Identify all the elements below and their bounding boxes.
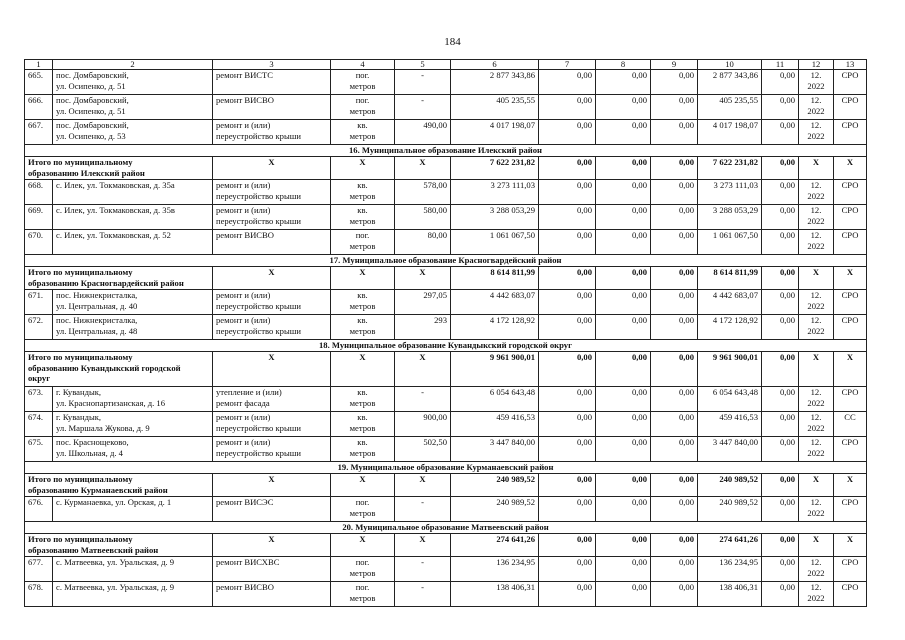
table-cell: 138 406,31 (451, 582, 539, 607)
table-cell: 12. 2022 (799, 230, 834, 255)
table-cell: 0,00 (762, 230, 799, 255)
table-cell: СРО (834, 387, 867, 412)
total-cell: 240 989,52 (698, 474, 762, 497)
table-cell: 12. 2022 (799, 412, 834, 437)
total-cell: 0,00 (651, 474, 698, 497)
table-cell: ремонт ВИСВО (213, 230, 331, 255)
section-title: 20. Муниципальное образование Матвеевский район (25, 522, 867, 534)
total-cell: Х (331, 267, 395, 290)
table-cell: с. Илек, ул. Токмаковская, д. 35а (53, 180, 213, 205)
total-cell: Х (834, 267, 867, 290)
table-cell: 0,00 (762, 557, 799, 582)
table-cell: 671. (25, 290, 53, 315)
table-cell: 0,00 (762, 95, 799, 120)
table-row (25, 180, 867, 205)
table-cell: 12. 2022 (799, 290, 834, 315)
table-cell: 0,00 (651, 120, 698, 145)
table-cell: 678. (25, 582, 53, 607)
table-cell: 0,00 (596, 180, 651, 205)
table-cell: 0,00 (539, 205, 596, 230)
table-cell: 4 172 128,92 (451, 315, 539, 340)
table-cell: кв. метров (331, 290, 395, 315)
total-label: Итого по муниципальному образованию Курманаевский район (25, 474, 213, 497)
table-cell: 0,00 (539, 437, 596, 462)
table-cell: ремонт ВИСТС (213, 70, 331, 95)
table-row (25, 315, 867, 340)
table-cell: 12. 2022 (799, 180, 834, 205)
table-cell: 0,00 (539, 387, 596, 412)
table-cell: СРО (834, 315, 867, 340)
total-cell: 0,00 (651, 267, 698, 290)
table-row (25, 205, 867, 230)
table-row (25, 387, 867, 412)
table-cell: 490,00 (395, 120, 451, 145)
table-cell: - (395, 497, 451, 522)
table-cell: СС (834, 412, 867, 437)
table-row (25, 437, 867, 462)
section-title: 19. Муниципальное образование Курманаевский район (25, 462, 867, 474)
municipality-total-row (25, 352, 867, 387)
table-cell: кв. метров (331, 437, 395, 462)
total-cell: Х (799, 474, 834, 497)
table-cell: кв. метров (331, 315, 395, 340)
table-cell: пос. Краснощеково, ул. Школьная, д. 4 (53, 437, 213, 462)
table-cell: - (395, 70, 451, 95)
total-cell: Х (799, 534, 834, 557)
table-cell: 0,00 (651, 230, 698, 255)
capital-repair-table (24, 59, 867, 607)
table-cell: СРО (834, 230, 867, 255)
table-cell: 0,00 (539, 315, 596, 340)
table-cell: 0,00 (539, 70, 596, 95)
table-cell: г. Кувандык, ул. Маршала Жукова, д. 9 (53, 412, 213, 437)
table-cell: 297,05 (395, 290, 451, 315)
table-cell: СРО (834, 95, 867, 120)
total-cell: 274 641,26 (698, 534, 762, 557)
section-title: 18. Муниципальное образование Кувандыкский городской округ (25, 340, 867, 352)
table-cell: 3 273 111,03 (451, 180, 539, 205)
table-cell: 0,00 (651, 557, 698, 582)
total-cell: 0,00 (762, 157, 799, 180)
total-cell: Х (799, 267, 834, 290)
table-cell: ремонт и (или) переустройство крыши (213, 315, 331, 340)
table-cell: 900,00 (395, 412, 451, 437)
table-cell: 459 416,53 (698, 412, 762, 437)
table-row (25, 557, 867, 582)
table-cell: 12. 2022 (799, 387, 834, 412)
table-cell: 3 447 840,00 (451, 437, 539, 462)
table-cell: 0,00 (596, 205, 651, 230)
table-cell: 580,00 (395, 205, 451, 230)
column-number: 13 (834, 60, 867, 70)
total-cell: 7 622 231,82 (451, 157, 539, 180)
table-row (25, 412, 867, 437)
table-cell: 3 288 053,29 (698, 205, 762, 230)
table-cell: пос. Домбаровский, ул. Осипенко, д. 51 (53, 95, 213, 120)
table-cell: 4 442 683,07 (451, 290, 539, 315)
table-cell: 665. (25, 70, 53, 95)
table-cell: 668. (25, 180, 53, 205)
table-cell: 12. 2022 (799, 315, 834, 340)
table-cell: 3 288 053,29 (451, 205, 539, 230)
table-cell: 0,00 (596, 387, 651, 412)
total-cell: Х (395, 474, 451, 497)
table-cell: 0,00 (539, 412, 596, 437)
table-cell: 0,00 (651, 205, 698, 230)
table-cell: 0,00 (596, 437, 651, 462)
total-cell: 0,00 (651, 157, 698, 180)
table-cell: 136 234,95 (451, 557, 539, 582)
total-label: Итого по муниципальному образованию Кувандыкский городской округ (25, 352, 213, 387)
table-cell: 0,00 (762, 315, 799, 340)
column-number: 3 (213, 60, 331, 70)
total-cell: Х (834, 474, 867, 497)
municipality-total-row (25, 474, 867, 497)
total-cell: Х (799, 352, 834, 387)
table-cell: СРО (834, 180, 867, 205)
table-cell: 673. (25, 387, 53, 412)
total-cell: Х (213, 352, 331, 387)
table-cell: 4 442 683,07 (698, 290, 762, 315)
total-cell: Х (331, 534, 395, 557)
table-cell: 0,00 (651, 437, 698, 462)
table-cell: СРО (834, 437, 867, 462)
total-cell: 0,00 (596, 157, 651, 180)
table-cell: 240 989,52 (451, 497, 539, 522)
table-cell: 12. 2022 (799, 120, 834, 145)
table-cell: СРО (834, 582, 867, 607)
total-cell: 0,00 (596, 534, 651, 557)
total-cell: 0,00 (762, 534, 799, 557)
total-cell: Х (213, 157, 331, 180)
section-heading-row (25, 145, 867, 157)
table-cell: с. Матвеевка, ул. Уральская, д. 9 (53, 582, 213, 607)
table-cell: 675. (25, 437, 53, 462)
table-cell: 0,00 (596, 70, 651, 95)
total-label: Итого по муниципальному образованию Красногвардейский район (25, 267, 213, 290)
page-number: 184 (444, 36, 461, 48)
table-cell: 667. (25, 120, 53, 145)
table-cell: 12. 2022 (799, 205, 834, 230)
table-cell: 0,00 (596, 497, 651, 522)
table-cell: ремонт и (или) переустройство крыши (213, 205, 331, 230)
table-cell: ремонт и (или) переустройство крыши (213, 290, 331, 315)
table-cell: 0,00 (762, 412, 799, 437)
table-row (25, 70, 867, 95)
column-number: 8 (596, 60, 651, 70)
table-cell: 502,50 (395, 437, 451, 462)
table-cell: 0,00 (762, 497, 799, 522)
total-cell: Х (331, 474, 395, 497)
table-cell: 0,00 (762, 120, 799, 145)
total-cell: Х (395, 352, 451, 387)
total-cell: 0,00 (596, 267, 651, 290)
table-cell: 0,00 (539, 180, 596, 205)
table-cell: 293 (395, 315, 451, 340)
table-cell: кв. метров (331, 180, 395, 205)
table-cell: с. Матвеевка, ул. Уральская, д. 9 (53, 557, 213, 582)
total-cell: 0,00 (539, 157, 596, 180)
table-cell: 672. (25, 315, 53, 340)
total-cell: Х (395, 267, 451, 290)
column-number: 1 (25, 60, 53, 70)
table-cell: 0,00 (539, 120, 596, 145)
table-cell: ремонт ВИСВО (213, 582, 331, 607)
table-cell: 0,00 (596, 412, 651, 437)
column-number: 2 (53, 60, 213, 70)
table-cell: пог. метров (331, 230, 395, 255)
table-cell: 674. (25, 412, 53, 437)
section-heading-row (25, 255, 867, 267)
table-cell: 1 061 067,50 (698, 230, 762, 255)
total-cell: Х (331, 157, 395, 180)
total-cell: Х (834, 352, 867, 387)
table-cell: ремонт и (или) переустройство крыши (213, 437, 331, 462)
table-cell: 136 234,95 (698, 557, 762, 582)
table-cell: ремонт ВИСВО (213, 95, 331, 120)
table-cell: 138 406,31 (698, 582, 762, 607)
table-cell: 578,00 (395, 180, 451, 205)
table-cell: с. Илек, ул. Токмаковская, д. 35в (53, 205, 213, 230)
table-cell: 0,00 (596, 557, 651, 582)
section-heading-row (25, 462, 867, 474)
municipality-total-row (25, 157, 867, 180)
section-heading-row (25, 340, 867, 352)
table-cell: 0,00 (651, 582, 698, 607)
total-cell: 0,00 (651, 352, 698, 387)
total-cell: 0,00 (596, 474, 651, 497)
table-cell: 12. 2022 (799, 557, 834, 582)
table-cell: 3 447 840,00 (698, 437, 762, 462)
table-cell: 0,00 (651, 95, 698, 120)
table-cell: 1 061 067,50 (451, 230, 539, 255)
table-cell: 0,00 (762, 180, 799, 205)
table-cell: 12. 2022 (799, 582, 834, 607)
table-cell: пог. метров (331, 95, 395, 120)
table-cell: утепление и (или) ремонт фасада (213, 387, 331, 412)
table-cell: 459 416,53 (451, 412, 539, 437)
table-cell: 0,00 (539, 582, 596, 607)
column-number: 11 (762, 60, 799, 70)
table-cell: 0,00 (539, 497, 596, 522)
total-cell: 9 961 900,01 (451, 352, 539, 387)
total-cell: Х (799, 157, 834, 180)
table-cell: с. Курманаевка, ул. Орская, д. 1 (53, 497, 213, 522)
total-cell: 0,00 (539, 352, 596, 387)
table-cell: 0,00 (762, 205, 799, 230)
total-cell: 8 614 811,99 (698, 267, 762, 290)
table-cell: 240 989,52 (698, 497, 762, 522)
table-cell: 0,00 (651, 180, 698, 205)
table-cell: кв. метров (331, 205, 395, 230)
column-number: 6 (451, 60, 539, 70)
total-cell: 0,00 (539, 534, 596, 557)
column-number: 12 (799, 60, 834, 70)
table-cell: 0,00 (539, 290, 596, 315)
table-cell: 669. (25, 205, 53, 230)
table-cell: 3 273 111,03 (698, 180, 762, 205)
column-number: 5 (395, 60, 451, 70)
table-cell: СРО (834, 205, 867, 230)
total-cell: 0,00 (762, 474, 799, 497)
table-cell: 6 054 643,48 (451, 387, 539, 412)
total-cell: 0,00 (596, 352, 651, 387)
table-row (25, 230, 867, 255)
total-cell: Х (395, 534, 451, 557)
table-cell: 0,00 (539, 95, 596, 120)
section-heading-row (25, 522, 867, 534)
table-cell: - (395, 582, 451, 607)
table-cell: 670. (25, 230, 53, 255)
table-cell: 0,00 (651, 70, 698, 95)
total-label: Итого по муниципальному образованию Матвеевский район (25, 534, 213, 557)
column-number: 9 (651, 60, 698, 70)
table-cell: ремонт ВИСЭС (213, 497, 331, 522)
table-body (25, 60, 867, 607)
table-cell: 2 877 343,86 (698, 70, 762, 95)
total-cell: 8 614 811,99 (451, 267, 539, 290)
table-cell: СРО (834, 557, 867, 582)
total-cell: 0,00 (539, 267, 596, 290)
table-cell: 0,00 (539, 557, 596, 582)
table-cell: СРО (834, 120, 867, 145)
table-cell: СРО (834, 497, 867, 522)
total-cell: 0,00 (762, 352, 799, 387)
table-cell: 0,00 (539, 230, 596, 255)
table-cell: 4 172 128,92 (698, 315, 762, 340)
table-row (25, 290, 867, 315)
table-cell: пог. метров (331, 497, 395, 522)
table-cell: 6 054 643,48 (698, 387, 762, 412)
total-cell: Х (834, 157, 867, 180)
table-row (25, 120, 867, 145)
total-cell: 274 641,26 (451, 534, 539, 557)
table-cell: 0,00 (651, 387, 698, 412)
table-cell: 0,00 (762, 437, 799, 462)
table-cell: 0,00 (762, 387, 799, 412)
table-cell: 405 235,55 (698, 95, 762, 120)
section-title: 16. Муниципальное образование Илекский район (25, 145, 867, 157)
table-cell: пос. Нижнекристалка, ул. Центральная, д. 48 (53, 315, 213, 340)
table-cell: 0,00 (651, 497, 698, 522)
table-cell: 0,00 (762, 290, 799, 315)
total-cell: 7 622 231,82 (698, 157, 762, 180)
table-cell: 0,00 (596, 230, 651, 255)
table-cell: 4 017 198,07 (451, 120, 539, 145)
total-cell: Х (213, 267, 331, 290)
table-cell: 0,00 (596, 95, 651, 120)
table-cell: - (395, 387, 451, 412)
table-cell: - (395, 557, 451, 582)
table-cell: СРО (834, 70, 867, 95)
section-title: 17. Муниципальное образование Красногвардейский район (25, 255, 867, 267)
table-cell: 0,00 (762, 70, 799, 95)
total-cell: 0,00 (539, 474, 596, 497)
table-cell: ремонт и (или) переустройство крыши (213, 180, 331, 205)
total-cell: Х (395, 157, 451, 180)
table-row (25, 95, 867, 120)
table-cell: кв. метров (331, 387, 395, 412)
table-cell: 0,00 (651, 315, 698, 340)
table-cell: ремонт и (или) переустройство крыши (213, 412, 331, 437)
table-cell: 677. (25, 557, 53, 582)
column-number: 4 (331, 60, 395, 70)
table-cell: ремонт и (или) переустройство крыши (213, 120, 331, 145)
table-cell: СРО (834, 290, 867, 315)
total-cell: 9 961 900,01 (698, 352, 762, 387)
table-cell: 0,00 (596, 290, 651, 315)
table-row (25, 497, 867, 522)
table-cell: пог. метров (331, 70, 395, 95)
total-cell: 0,00 (651, 534, 698, 557)
table-cell: пос. Домбаровский, ул. Осипенко, д. 51 (53, 70, 213, 95)
total-cell: 240 989,52 (451, 474, 539, 497)
column-number: 10 (698, 60, 762, 70)
table-cell: 4 017 198,07 (698, 120, 762, 145)
total-label: Итого по муниципальному образованию Илекский район (25, 157, 213, 180)
table-cell: 0,00 (651, 290, 698, 315)
table-cell: ремонт ВИСХВС (213, 557, 331, 582)
table-cell: 0,00 (596, 315, 651, 340)
table-cell: 12. 2022 (799, 70, 834, 95)
table-cell: 0,00 (762, 582, 799, 607)
table-cell: 12. 2022 (799, 437, 834, 462)
table-cell: г. Кувандык, ул. Краснопартизанская, д. 16 (53, 387, 213, 412)
table-cell: с. Илек, ул. Токмаковская, д. 52 (53, 230, 213, 255)
total-cell: Х (213, 534, 331, 557)
table-cell: пог. метров (331, 557, 395, 582)
municipality-total-row (25, 267, 867, 290)
total-cell: Х (213, 474, 331, 497)
table-cell: пос. Нижнекристалка, ул. Центральная, д. 40 (53, 290, 213, 315)
table-cell: - (395, 95, 451, 120)
table-row (25, 582, 867, 607)
table-cell: 405 235,55 (451, 95, 539, 120)
table-cell: пос. Домбаровский, ул. Осипенко, д. 53 (53, 120, 213, 145)
table-cell: кв. метров (331, 412, 395, 437)
total-cell: Х (834, 534, 867, 557)
column-number: 7 (539, 60, 596, 70)
table-cell: 12. 2022 (799, 95, 834, 120)
table-cell: 80,00 (395, 230, 451, 255)
total-cell: Х (331, 352, 395, 387)
table-cell: 0,00 (596, 582, 651, 607)
municipality-total-row (25, 534, 867, 557)
total-cell: 0,00 (762, 267, 799, 290)
table-cell: 2 877 343,86 (451, 70, 539, 95)
table-cell: 666. (25, 95, 53, 120)
column-number-row (25, 60, 867, 70)
table-cell: 676. (25, 497, 53, 522)
table-cell: 0,00 (596, 120, 651, 145)
table-cell: 0,00 (651, 412, 698, 437)
table-cell: пог. метров (331, 582, 395, 607)
table-cell: 12. 2022 (799, 497, 834, 522)
table-cell: кв. метров (331, 120, 395, 145)
